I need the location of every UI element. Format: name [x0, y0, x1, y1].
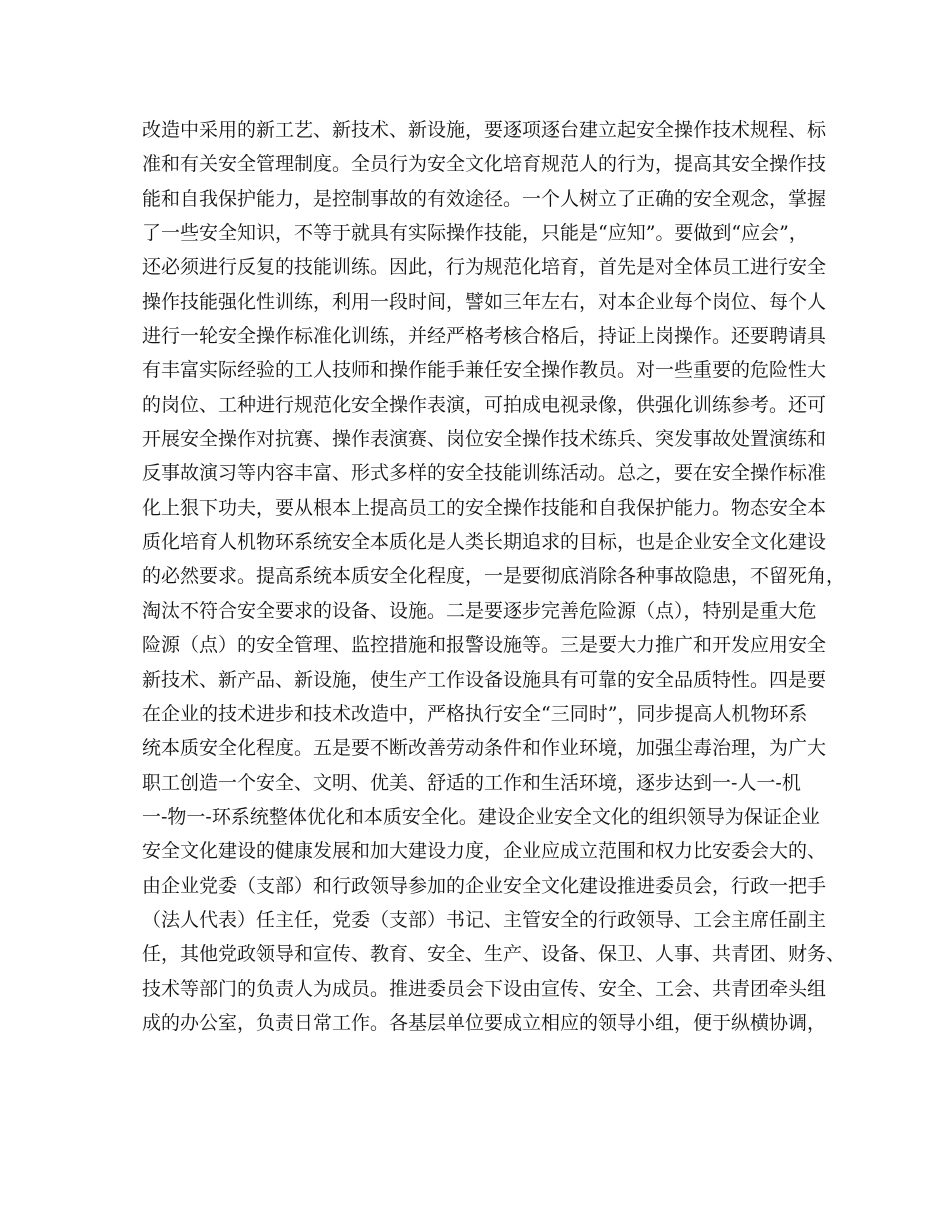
text-line: 淘汰不符合安全要求的设备、设施。二是要逐步完善危险源（点），特别是重大危 — [142, 599, 817, 622]
text-line: 还必须进行反复的技能训练。因此，行为规范化培育，首先是对全体员工进行安全 — [142, 256, 827, 279]
text-line: 改造中采用的新工艺、新技术、新设施，要逐项逐台建立起安全操作技术规程、标 — [142, 119, 827, 141]
text-line: 一-物一-环系统整体优化和本质安全化。建设企业安全文化的组织领导为保证企业 — [142, 805, 820, 828]
text-line: （法人代表）任主任，党委（支部）书记、主管安全的行政领导、工会主席任副主 — [142, 908, 827, 931]
text-line: 险源（点）的安全管理、监控措施和报警设施等。三是要大力推广和开发应用安全 — [142, 634, 827, 657]
text-line: 在企业的技术进步和技术改造中，严格执行安全“三同时”，同步提高人机物环系 — [142, 702, 808, 725]
text-line: 反事故演习等内容丰富、形式多样的安全技能训练活动。总之，要在安全操作标准 — [142, 462, 827, 485]
text-line: 进行一轮安全操作标准化训练，并经严格考核合格后，持证上岗操作。还要聘请具 — [142, 325, 827, 348]
text-line: 了一些安全知识，不等于就具有实际操作技能，只能是“应知”。要做到“应会”， — [142, 222, 808, 245]
text-line: 化上狠下功夫，要从根本上提高员工的安全操作技能和自我保护能力。物态安全本 — [142, 496, 827, 519]
text-line: 统本质安全化程度。五是要不断改善劳动条件和作业环境，加强尘毒治理，为广大 — [142, 737, 827, 760]
text-line: 职工创造一个安全、文明、优美、舒适的工作和生活环境，逐步达到一-人一-机 — [142, 771, 801, 794]
text-line: 新技术、新产品、新设施，使生产工作设备设施具有可靠的安全品质特性。四是要 — [142, 668, 827, 691]
text-line: 能和自我保护能力，是控制事故的有效途径。一个人树立了正确的安全观念，掌握 — [142, 187, 827, 210]
text-line: 准和有关安全管理制度。全员行为安全文化培育规范人的行为，提高其安全操作技 — [142, 153, 827, 176]
text-line: 的岗位、工种进行规范化安全操作表演，可拍成电视录像，供强化训练参考。还可 — [142, 393, 827, 416]
text-line: 开展安全操作对抗赛、操作表演赛、岗位安全操作技术练兵、突发事故处置演练和 — [142, 428, 827, 451]
text-line: 质化培育人机物环系统安全本质化是人类长期追求的目标，也是企业安全文化建设 — [142, 531, 827, 554]
text-line: 安全文化建设的健康发展和加大建设力度，企业应成立范围和权力比安委会大的、 — [142, 840, 827, 863]
text-line: 的必然要求。提高系统本质安全化程度，一是要彻底消除各种事故隐患，不留死角， — [142, 565, 846, 588]
text-line: 有丰富实际经验的工人技师和操作能手兼任安全操作教员。对一些重要的危险性大 — [142, 359, 827, 382]
text-line: 操作技能强化性训练，利用一段时间，譬如三年左右，对本企业每个岗位、每个人 — [142, 290, 827, 313]
text-line: 成的办公室，负责日常工作。各基层单位要成立相应的领导小组，便于纵横协调， — [142, 1011, 827, 1034]
text-line: 由企业党委（支部）和行政领导参加的企业安全文化建设推进委员会，行政一把手 — [142, 874, 827, 897]
text-line: 技术等部门的负责人为成员。推进委员会下设由宣传、安全、工会、共青团牵头组 — [142, 977, 827, 1000]
text-line: 任，其他党政领导和宣传、教育、安全、生产、设备、保卫、人事、共青团、财务、 — [142, 943, 846, 966]
body-text — [142, 113, 846, 1040]
